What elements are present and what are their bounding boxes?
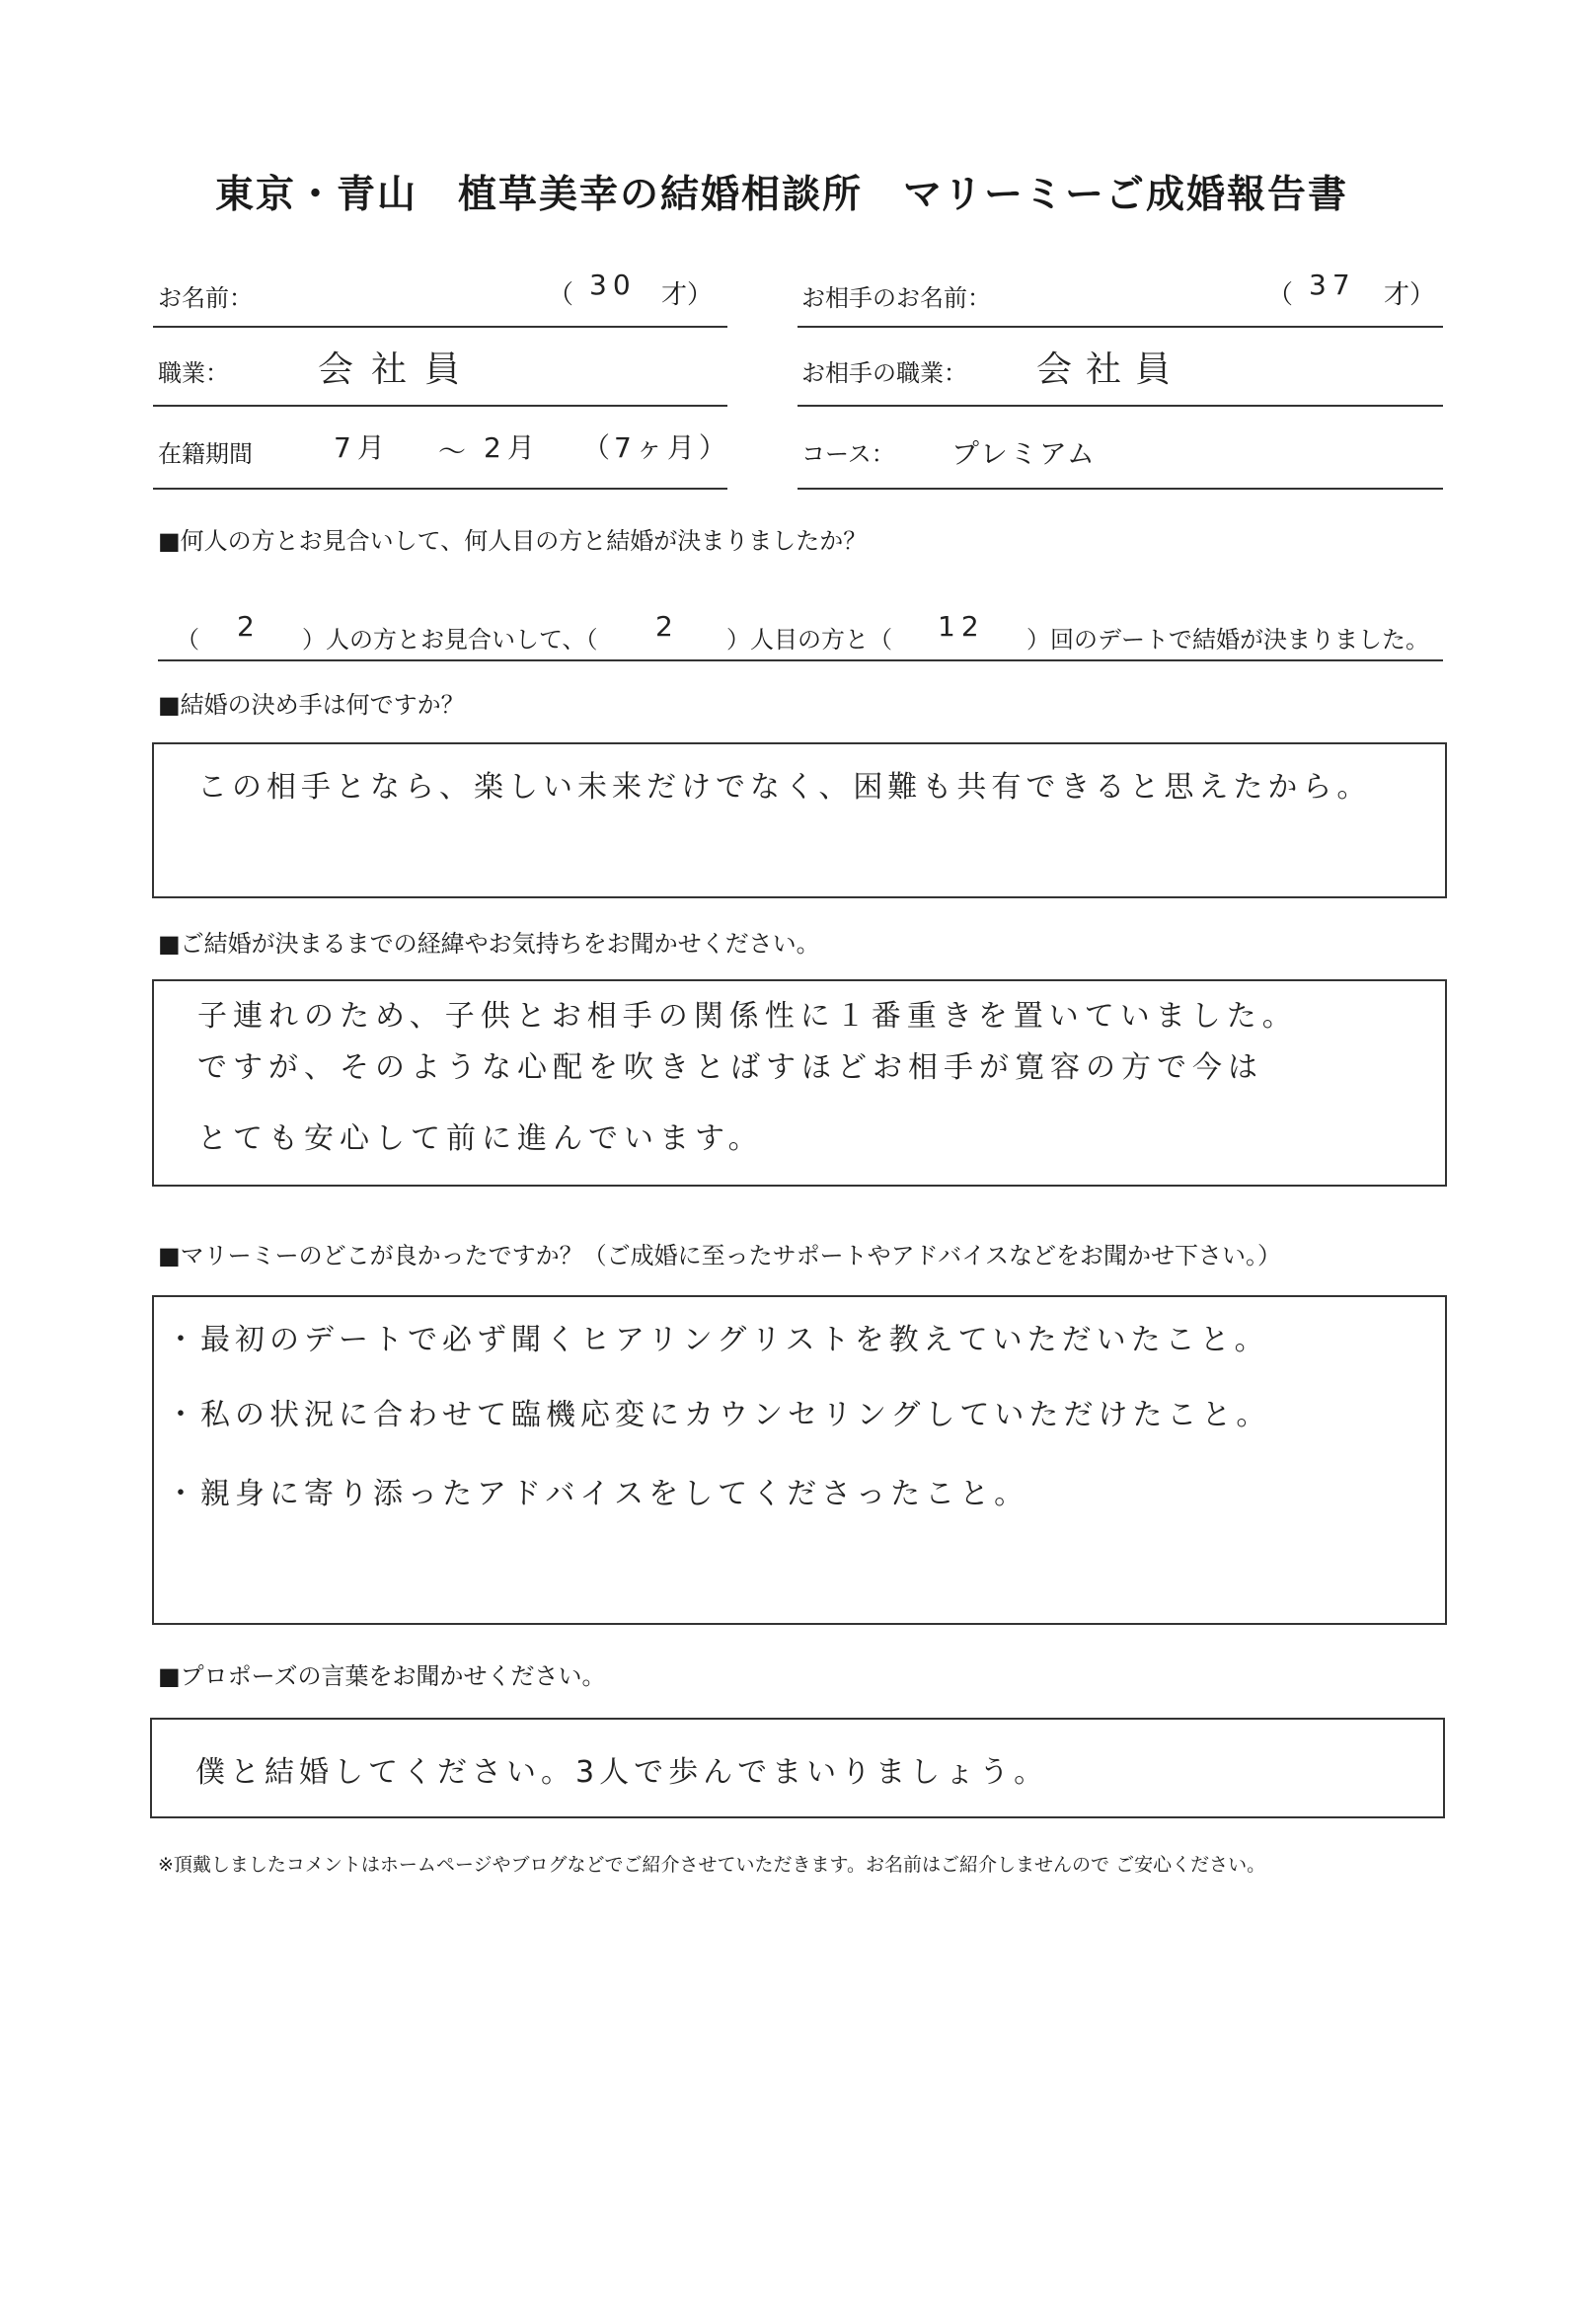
- name-label: お名前：: [158, 284, 253, 312]
- q1-underline: [158, 659, 1443, 661]
- q1-nth: 2: [655, 610, 679, 643]
- partner-occupation-label: お相手の職業：: [801, 359, 967, 387]
- partner-age-value: 37: [1309, 269, 1356, 301]
- period-end: 2月: [484, 431, 541, 464]
- footnote: ※頂戴しましたコメントはホームページやブログなどでご紹介させていただきます。お名前はご紹介しませんので ご安心ください。: [158, 1854, 1266, 1876]
- q3-line-2: ですが、そのような心配を吹きとばすほどお相手が寛容の方で今は: [197, 1050, 1263, 1085]
- q5-answer: 僕と結婚してください。3人で歩んでまいりましょう。: [195, 1755, 1049, 1790]
- q3-line-1: 子連れのため、子供とお相手の関係性に１番重きを置いていました。: [197, 999, 1298, 1034]
- course-underline: [798, 488, 1443, 490]
- q4-line-3: ・親身に寄り添ったアドバイスをしてくださったこと。: [166, 1477, 1029, 1511]
- occupation-value: 会社員: [318, 349, 479, 390]
- partner-name-underline: [798, 326, 1443, 328]
- q1-met-count: 2: [237, 610, 261, 643]
- q4-heading: ■マリーミーのどこが良かったですか？（ご成婚に至ったサポートやアドバイスなどをお聞かせ下さい。）: [158, 1242, 1281, 1270]
- q2-answer: この相手となら、楽しい未来だけでなく、困難も共有できると思えたから。: [197, 770, 1372, 805]
- q5-heading: ■プロポーズの言葉をお聞かせください。: [158, 1662, 606, 1690]
- period-underline: [153, 488, 727, 490]
- course-label: コース：: [801, 440, 895, 468]
- q1-text1: ）人の方とお見合いして、（: [302, 626, 598, 654]
- period-start: 7月: [334, 431, 391, 464]
- course-value: プレミアム: [951, 437, 1097, 470]
- period-label: 在籍期間: [158, 440, 253, 468]
- occupation-label: 職業：: [158, 359, 229, 387]
- q1-open-paren: （: [176, 626, 199, 654]
- partner-occupation-value: 会社員: [1036, 349, 1185, 390]
- age-value: 30: [589, 269, 637, 301]
- q4-line-1: ・最初のデートで必ず聞くヒアリングリストを教えていただいたこと。: [166, 1323, 1269, 1357]
- age-unit: 才）: [661, 280, 714, 310]
- q4-line-2: ・私の状況に合わせて臨機応変にカウンセリングしていただけたこと。: [166, 1398, 1271, 1432]
- period-separator: ～: [438, 435, 467, 468]
- partner-occupation-underline: [798, 405, 1443, 407]
- q2-heading: ■結婚の決め手は何ですか？: [158, 691, 465, 719]
- q1-heading: ■何人の方とお見合いして、何人目の方と結婚が決まりましたか？: [158, 527, 868, 555]
- page-title: 東京・青山 植草美幸の結婚相談所 マリーミーご成婚報告書: [215, 173, 1349, 217]
- period-months: （7ヶ月）: [582, 431, 730, 464]
- partner-age-open-paren: （: [1267, 280, 1294, 310]
- q1-text2: ）人目の方と（: [726, 626, 892, 654]
- occupation-underline: [153, 405, 727, 407]
- age-open-paren: （: [548, 280, 574, 310]
- q1-dates: 12: [938, 610, 985, 643]
- q3-line-3: とても安心して前に進んでいます。: [197, 1121, 764, 1156]
- q3-heading: ■ご結婚が決まるまでの経緯やお気持ちをお聞かせください。: [158, 930, 820, 958]
- partner-age-unit: 才）: [1384, 280, 1436, 310]
- q1-text3: ）回のデートで結婚が決まりました。: [1026, 626, 1429, 654]
- name-underline: [153, 326, 727, 328]
- partner-name-label: お相手のお名前：: [801, 284, 991, 312]
